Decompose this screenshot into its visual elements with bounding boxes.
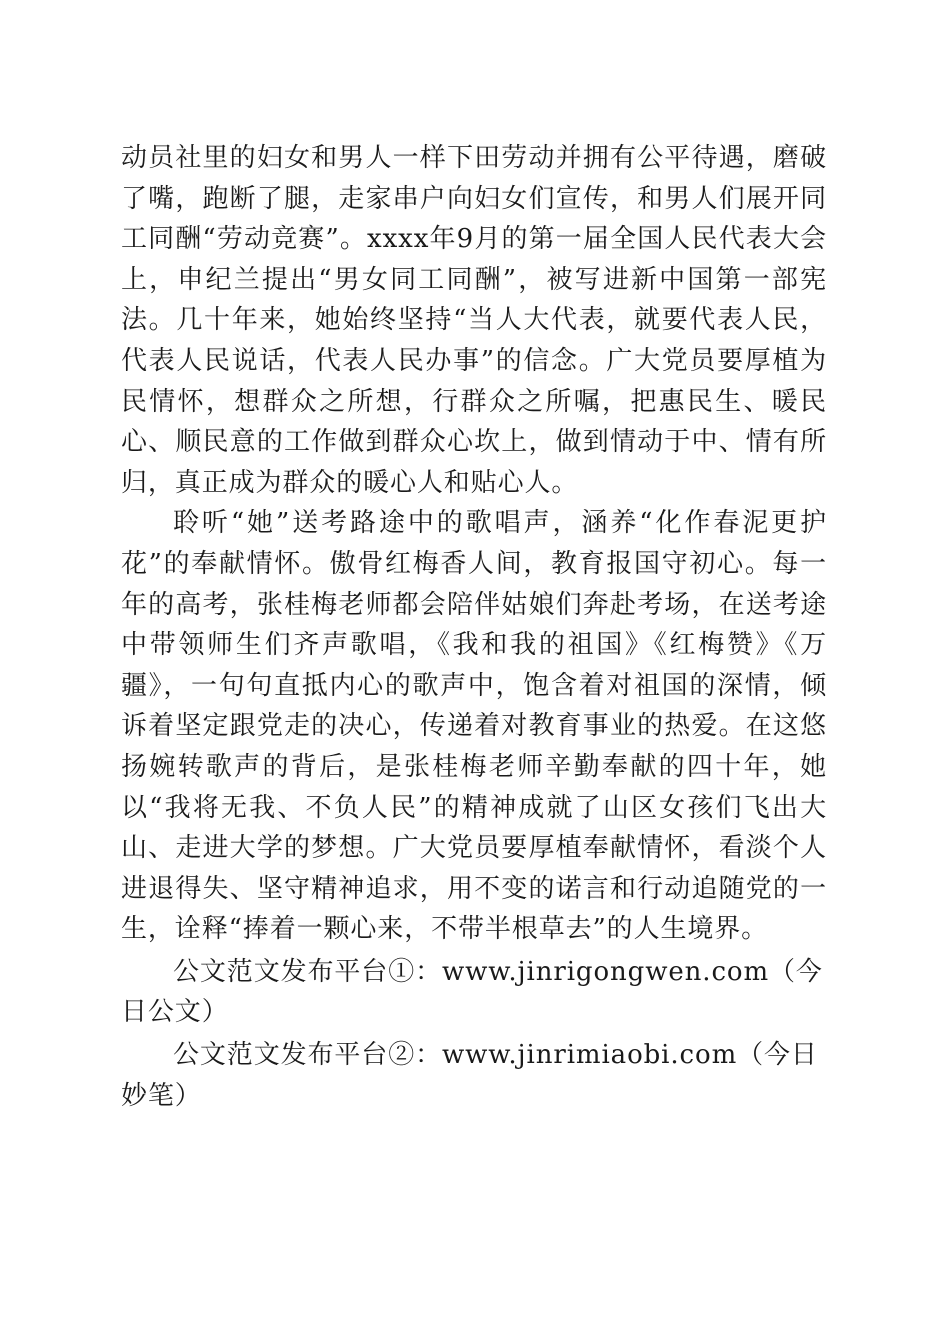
paragraph-2: 聆听“她”送考路途中的歌唱声，涵养“化作春泥更护花”的奉献情怀。傲骨红梅香人间，教育报国守初心。每一年的高考，张桂梅老师都会陪伴姑娘们奔赴考场，在送考途中带领师生们齐声歌唱，《我和我的祖国》《红梅赞》《万疆》，一句句直抵内心的歌声中，饱含着对祖国的深情，倾诉着坚定跟党走的决心，传递着对教育事业的热爱。在这悠扬婉转歌声的背后，是张桂梅老师辛勤奉献的四十年，她以“我将无我、不负人民”的精神成就了山区女孩们飞出大山、走进大学的梦想。广大党员要厚植奉献情怀，看淡个人进退得失、坚守精神追求，用不变的诺言和行动追随党的一生，诠释“捧着一颗心来，不带半根草去”的人生境界。 — [121, 508, 827, 945]
footer-link-2: 公文范文发布平台②：www.jinrimiaobi.com（今日妙笔） — [121, 1040, 818, 1111]
paragraph-1: 动员社里的妇女和男人一样下田劳动并拥有公平待遇，磨破了嘴，跑断了腿，走家串户向妇女们宣传，和男人们展开同工同酬“劳动竞赛”。xxxx年9月的第一届全国人民代表大会上，申纪兰提出“男女同工同酬”，被写进新中国第一部宪法。几十年来，她始终坚持“当人大代表，就要代表人民，代表人民说话，代表人民办事”的信念。广大党员要厚植为民情怀，想群众之所想，行群众之所嘱，把惠民生、暖民心、顺民意的工作做到群众心坎上，做到情动于中、情有所归，真正成为群众的暖心人和贴心人。 — [121, 143, 827, 498]
footer-link-1: 公文范文发布平台①：www.jinrigongwen.com（今日公文） — [121, 956, 823, 1028]
document-page — [121, 138, 827, 1116]
